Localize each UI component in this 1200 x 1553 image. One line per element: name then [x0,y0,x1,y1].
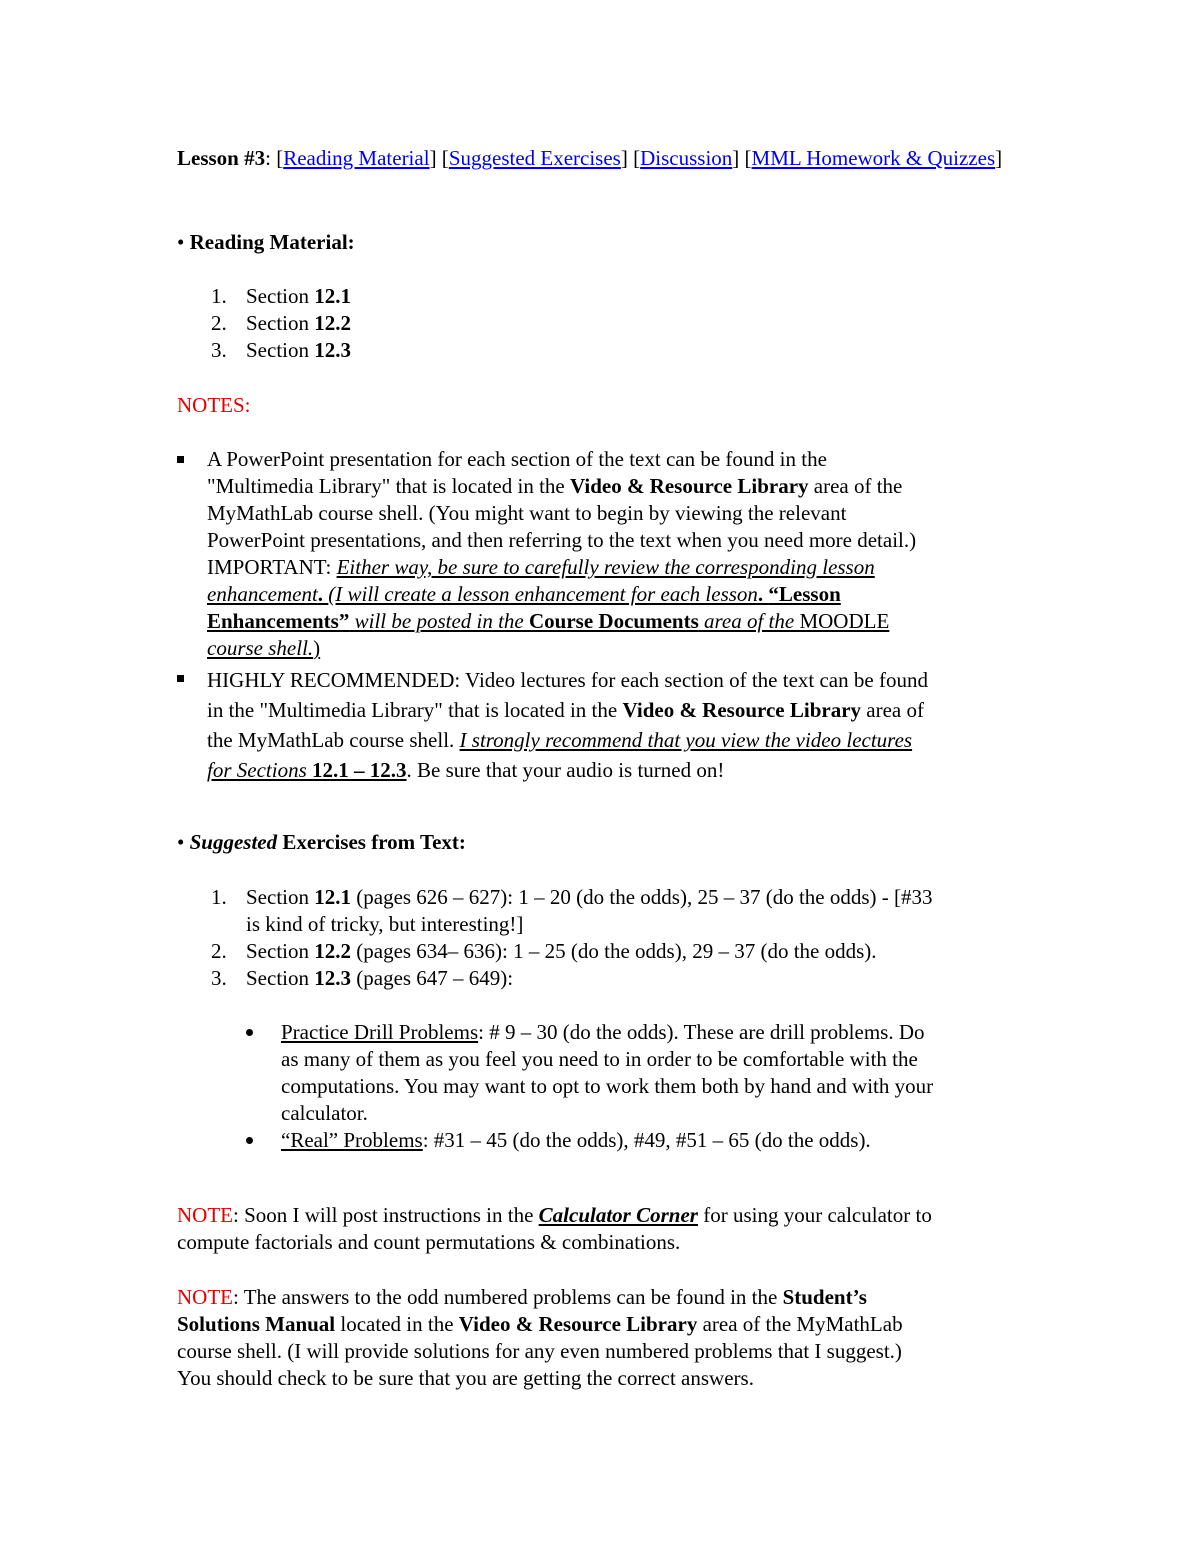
bullet-icon: • [177,230,185,254]
suggested-exercises-link[interactable]: Suggested Exercises [448,146,621,170]
notes-label: NOTES: [177,393,251,417]
exercise-item-text: is kind of tricky, but interesting!] [246,912,524,936]
notes-item2-line: HIGHLY RECOMMENDED: Video lectures for each section of the text can be found [207,668,928,692]
exercise-item: 1. [211,885,227,909]
note2-line: NOTE: The answers to the odd numbered problems can be found in the Student’s [177,1285,867,1309]
lesson-title: Lesson #3 [177,146,266,170]
notes-item1-line: IMPORTANT: Either way, be sure to carefully review the corresponding lesson [207,555,875,579]
notes-item1-line: "Multimedia Library" that is located in the Video & Resource Library area of the [207,474,903,498]
bullet-icon [246,1029,253,1036]
note2-line: Solutions Manual located in the Video & Resource Library area of the MyMathLab [177,1312,903,1336]
practice-line: computations. You may want to opt to work them both by hand and with your [281,1074,934,1098]
notes-item1-line: enhancement. (I will create a lesson enhancement for each lesson. “Lesson [207,582,841,606]
notes-item1-line: Enhancements” will be posted in the Course Documents area of the MOODLE [207,609,890,633]
square-bullet-icon [177,675,184,682]
reading-material-link[interactable]: Reading Material [283,146,430,170]
reading-heading: • Reading Material: [177,230,355,254]
exercise-item: 3. [211,966,227,990]
mml-homework-link[interactable]: MML Homework & Quizzes [751,146,996,170]
exercise-item-text: Section 12.3 (pages 647 – 649): [246,966,514,990]
real-problems-line: “Real” Problems: #31 – 45 (do the odds), #49, #51 – 65 (do the odds). [281,1128,871,1152]
reading-section-text: Section 12.2 [246,311,351,335]
notes-item1-line: PowerPoint presentations, and then referring to the text when you need more detail.) [207,528,917,552]
exercises-heading: • Suggested Exercises from Text: [177,830,466,854]
exercise-item: 2. [211,939,227,963]
lesson-header: Lesson #3: [Reading Material] [Suggested Exercises] [Discussion] [MML Homework & Quizzes] [177,146,1003,170]
bullet-icon [246,1137,253,1144]
note1-line: compute factorials and count permutations & combinations. [177,1230,681,1254]
notes-item1-line: course shell.) [207,636,321,660]
notes-item1-line: MyMathLab course shell. (You might want to begin by viewing the relevant [207,501,847,525]
discussion-link[interactable]: Discussion [640,146,733,170]
reading-section-text: Section 12.1 [246,284,351,308]
practice-line: calculator. [281,1101,368,1125]
calculator-corner-link[interactable]: Calculator Corner [538,1203,698,1227]
reading-section-item: 2. [211,311,227,335]
reading-section-text: Section 12.3 [246,338,351,362]
square-bullet-icon [177,456,184,463]
practice-line: Practice Drill Problems: # 9 – 30 (do the odds). These are drill problems. Do [281,1020,925,1044]
notes-item2-line: the MyMathLab course shell. I strongly recommend that you view the video lectures [207,728,913,752]
note1-line: NOTE: Soon I will post instructions in the Calculator Corner for using your calculator to [177,1203,932,1227]
note2-line: You should check to be sure that you are getting the correct answers. [177,1366,754,1390]
exercise-item-text: Section 12.2 (pages 634– 636): 1 – 25 (do the odds), 29 – 37 (do the odds). [246,939,877,963]
reading-section-item: 3. [211,338,227,362]
notes-item1-line: A PowerPoint presentation for each section of the text can be found in the [207,447,827,471]
reading-section-item: 1. [211,284,227,308]
practice-line: as many of them as you feel you need to in order to be comfortable with the [281,1047,918,1071]
bullet-icon: • [177,830,185,854]
notes-item2-line: in the "Multimedia Library" that is located in the Video & Resource Library area of [207,698,924,722]
notes-item2-line: for Sections 12.1 – 12.3. Be sure that your audio is turned on! [207,758,725,782]
note2-line: course shell. (I will provide solutions for any even numbered problems that I suggest.) [177,1339,902,1363]
exercise-item-text: Section 12.1 (pages 626 – 627): 1 – 20 (do the odds), 25 – 37 (do the odds) - [#33 [246,885,933,909]
